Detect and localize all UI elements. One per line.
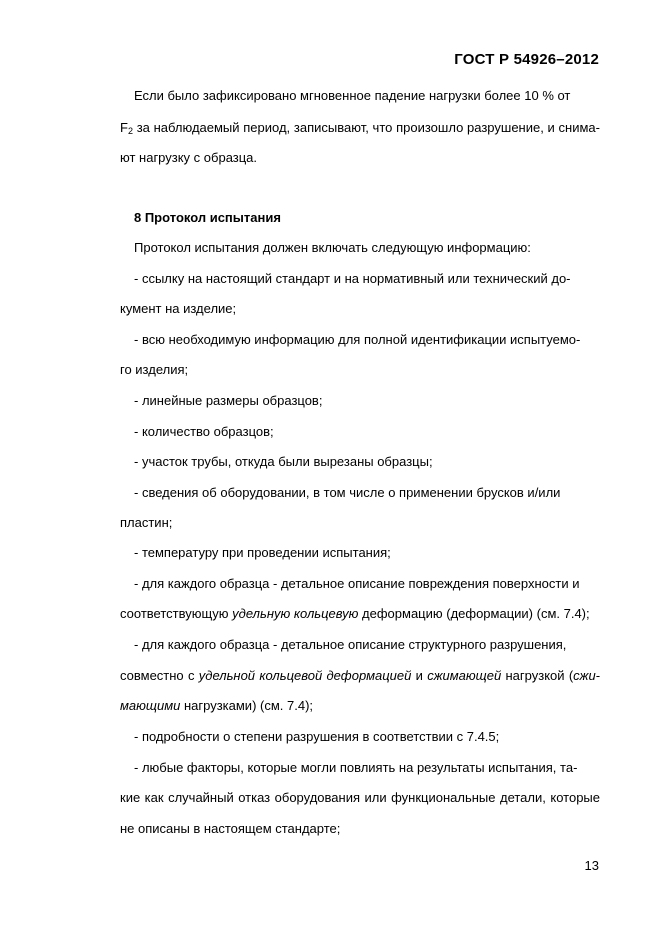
list-item: - температуру при проведении испытания; (134, 545, 391, 560)
list-item: - участок трубы, откуда были вырезаны образцы; (134, 454, 433, 469)
italic-term: сжи- (573, 668, 601, 683)
list-item-continuation: пластин; (120, 515, 173, 530)
list-item-continuation: го изделия; (120, 362, 189, 377)
text-run: и (411, 668, 428, 683)
list-item: - линейные размеры образцов; (134, 393, 323, 408)
list-item-continuation: кие как случайный отказ оборудования или функциональные детали, которые (120, 790, 600, 805)
paragraph-text: за наблюдаемый период, записывают, что произошло разрушение, и снима- (132, 120, 600, 135)
list-item: - количество образцов; (134, 424, 274, 439)
list-item: - сведения об оборудовании, в том числе о применении брусков и/или (134, 485, 561, 500)
list-item: - для каждого образца - детальное описание структурного разрушения, (134, 637, 567, 652)
list-item: - для каждого образца - детальное описание повреждения поверхности и (134, 576, 580, 591)
list-item: - ссылку на настоящий стандарт и на нормативный или технический до- (134, 271, 571, 286)
italic-term: удельную кольцевую (232, 606, 359, 621)
italic-term: мающими (120, 698, 181, 713)
document-code-header: ГОСТ Р 54926–2012 (454, 51, 599, 68)
list-item-continuation: кумент на изделие; (120, 301, 237, 316)
list-item: - подробности о степени разрушения в соответствии с 7.4.5; (134, 729, 500, 744)
text-run: совместно с (120, 668, 199, 683)
list-item-continuation (120, 606, 590, 622)
text-run: соответствующую (120, 606, 233, 621)
text-run: нагрузками) (см. 7.4); (180, 698, 314, 713)
text-run: нагрузкой ( (501, 668, 574, 683)
section-heading: 8 Протокол испытания (134, 210, 281, 225)
section-intro: Протокол испытания должен включать следующую информацию: (134, 240, 531, 255)
list-item: - всю необходимую информацию для полной идентификации испытуемо- (134, 332, 581, 347)
text-run: деформацию (деформации) (см. 7.4); (358, 606, 590, 621)
list-item-continuation (120, 668, 600, 684)
paragraph-line: Если было зафиксировано мгновенное падение нагрузки более 10 % от (134, 88, 571, 103)
list-item: - любые факторы, которые могли повлиять на результаты испытания, та- (134, 760, 578, 775)
italic-term: удельной кольцевой деформацией (198, 668, 412, 683)
paragraph-line: ют нагрузку с образца. (120, 150, 258, 165)
list-item-continuation: не описаны в настоящем стандарте; (120, 821, 341, 836)
list-item-continuation (120, 698, 313, 714)
force-subscript: 2 (127, 126, 133, 136)
force-symbol: F (120, 120, 128, 135)
italic-term: сжимающей (427, 668, 502, 683)
paragraph-line (120, 120, 600, 136)
page-number: 13 (584, 858, 599, 873)
